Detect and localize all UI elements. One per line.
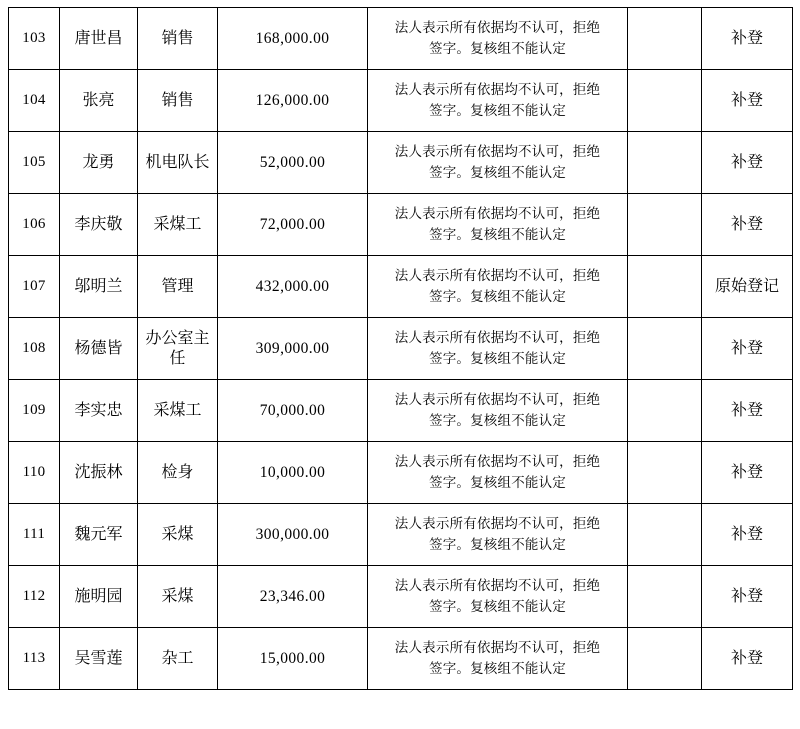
table-row bbox=[9, 442, 793, 504]
cell-name: 李庆敬 bbox=[60, 194, 138, 256]
cell-job: 销售 bbox=[138, 70, 218, 132]
cell-status: 补登 bbox=[702, 380, 793, 442]
note-line-1: 法人表示所有依据均不认可，拒绝 bbox=[394, 81, 601, 97]
note-line-1: 法人表示所有依据均不认可，拒绝 bbox=[394, 19, 601, 35]
note-line-1: 法人表示所有依据均不认可，拒绝 bbox=[394, 267, 601, 283]
cell-blank bbox=[628, 628, 702, 690]
cell-note bbox=[368, 132, 628, 194]
cell-note bbox=[368, 566, 628, 628]
cell-name: 邬明兰 bbox=[60, 256, 138, 318]
cell-amount: 300,000.00 bbox=[218, 504, 368, 566]
cell-amount: 52,000.00 bbox=[218, 132, 368, 194]
note-line-2: 签字。复核组不能认定 bbox=[429, 164, 566, 180]
table-row bbox=[9, 194, 793, 256]
note-line-2: 签字。复核组不能认定 bbox=[429, 474, 566, 490]
cell-job: 机电队长 bbox=[138, 132, 218, 194]
note-line-2: 签字。复核组不能认定 bbox=[429, 536, 566, 552]
cell-blank bbox=[628, 132, 702, 194]
cell-status: 补登 bbox=[702, 8, 793, 70]
cell-blank bbox=[628, 8, 702, 70]
cell-amount: 10,000.00 bbox=[218, 442, 368, 504]
cell-name: 李实忠 bbox=[60, 380, 138, 442]
cell-amount: 309,000.00 bbox=[218, 318, 368, 380]
cell-status: 补登 bbox=[702, 194, 793, 256]
cell-status: 补登 bbox=[702, 442, 793, 504]
cell-note bbox=[368, 380, 628, 442]
note-line-2: 签字。复核组不能认定 bbox=[429, 226, 566, 242]
cell-name: 杨德皆 bbox=[60, 318, 138, 380]
note-line-2: 签字。复核组不能认定 bbox=[429, 412, 566, 428]
cell-index: 104 bbox=[9, 70, 60, 132]
cell-job: 采煤工 bbox=[138, 380, 218, 442]
cell-status: 补登 bbox=[702, 566, 793, 628]
cell-blank bbox=[628, 318, 702, 380]
cell-amount: 23,346.00 bbox=[218, 566, 368, 628]
table-row bbox=[9, 628, 793, 690]
compensation-table bbox=[8, 7, 793, 690]
cell-status: 补登 bbox=[702, 628, 793, 690]
table-body bbox=[9, 8, 793, 690]
note-line-2: 签字。复核组不能认定 bbox=[429, 598, 566, 614]
cell-note bbox=[368, 8, 628, 70]
cell-index: 108 bbox=[9, 318, 60, 380]
cell-amount: 126,000.00 bbox=[218, 70, 368, 132]
table-row bbox=[9, 504, 793, 566]
note-line-1: 法人表示所有依据均不认可，拒绝 bbox=[394, 205, 601, 221]
note-line-1: 法人表示所有依据均不认可，拒绝 bbox=[394, 577, 601, 593]
cell-job: 采煤 bbox=[138, 504, 218, 566]
cell-index: 113 bbox=[9, 628, 60, 690]
cell-job: 采煤 bbox=[138, 566, 218, 628]
cell-blank bbox=[628, 70, 702, 132]
cell-index: 103 bbox=[9, 8, 60, 70]
cell-blank bbox=[628, 194, 702, 256]
cell-status: 补登 bbox=[702, 70, 793, 132]
cell-index: 111 bbox=[9, 504, 60, 566]
cell-note bbox=[368, 194, 628, 256]
note-line-1: 法人表示所有依据均不认可，拒绝 bbox=[394, 143, 601, 159]
cell-amount: 15,000.00 bbox=[218, 628, 368, 690]
cell-note bbox=[368, 70, 628, 132]
note-line-1: 法人表示所有依据均不认可，拒绝 bbox=[394, 329, 601, 345]
cell-status: 补登 bbox=[702, 504, 793, 566]
cell-job: 办公室主任 bbox=[138, 318, 218, 380]
table-row bbox=[9, 318, 793, 380]
cell-note bbox=[368, 318, 628, 380]
note-line-1: 法人表示所有依据均不认可，拒绝 bbox=[394, 453, 601, 469]
note-line-1: 法人表示所有依据均不认可，拒绝 bbox=[394, 391, 601, 407]
table-row bbox=[9, 8, 793, 70]
note-line-2: 签字。复核组不能认定 bbox=[429, 40, 566, 56]
table-row bbox=[9, 70, 793, 132]
cell-note bbox=[368, 442, 628, 504]
table-row bbox=[9, 132, 793, 194]
cell-amount: 72,000.00 bbox=[218, 194, 368, 256]
cell-blank bbox=[628, 566, 702, 628]
cell-name: 吴雪莲 bbox=[60, 628, 138, 690]
cell-blank bbox=[628, 442, 702, 504]
table-row bbox=[9, 566, 793, 628]
table-row bbox=[9, 380, 793, 442]
cell-index: 106 bbox=[9, 194, 60, 256]
table-row bbox=[9, 256, 793, 318]
cell-name: 施明园 bbox=[60, 566, 138, 628]
cell-name: 张亮 bbox=[60, 70, 138, 132]
cell-blank bbox=[628, 504, 702, 566]
cell-job: 销售 bbox=[138, 8, 218, 70]
cell-index: 107 bbox=[9, 256, 60, 318]
cell-job: 检身 bbox=[138, 442, 218, 504]
cell-amount: 168,000.00 bbox=[218, 8, 368, 70]
cell-index: 109 bbox=[9, 380, 60, 442]
cell-amount: 70,000.00 bbox=[218, 380, 368, 442]
cell-name: 魏元军 bbox=[60, 504, 138, 566]
cell-index: 110 bbox=[9, 442, 60, 504]
cell-index: 105 bbox=[9, 132, 60, 194]
cell-job: 杂工 bbox=[138, 628, 218, 690]
cell-status: 补登 bbox=[702, 318, 793, 380]
note-line-2: 签字。复核组不能认定 bbox=[429, 102, 566, 118]
cell-job: 管理 bbox=[138, 256, 218, 318]
cell-note bbox=[368, 504, 628, 566]
cell-amount: 432,000.00 bbox=[218, 256, 368, 318]
cell-name: 唐世昌 bbox=[60, 8, 138, 70]
note-line-2: 签字。复核组不能认定 bbox=[429, 660, 566, 676]
note-line-2: 签字。复核组不能认定 bbox=[429, 350, 566, 366]
cell-note bbox=[368, 628, 628, 690]
note-line-2: 签字。复核组不能认定 bbox=[429, 288, 566, 304]
note-line-1: 法人表示所有依据均不认可，拒绝 bbox=[394, 639, 601, 655]
cell-blank bbox=[628, 256, 702, 318]
cell-status: 补登 bbox=[702, 132, 793, 194]
cell-index: 112 bbox=[9, 566, 60, 628]
cell-status: 原始登记 bbox=[702, 256, 793, 318]
cell-name: 龙勇 bbox=[60, 132, 138, 194]
cell-name: 沈振林 bbox=[60, 442, 138, 504]
cell-blank bbox=[628, 380, 702, 442]
cell-job: 采煤工 bbox=[138, 194, 218, 256]
cell-note bbox=[368, 256, 628, 318]
note-line-1: 法人表示所有依据均不认可，拒绝 bbox=[394, 515, 601, 531]
